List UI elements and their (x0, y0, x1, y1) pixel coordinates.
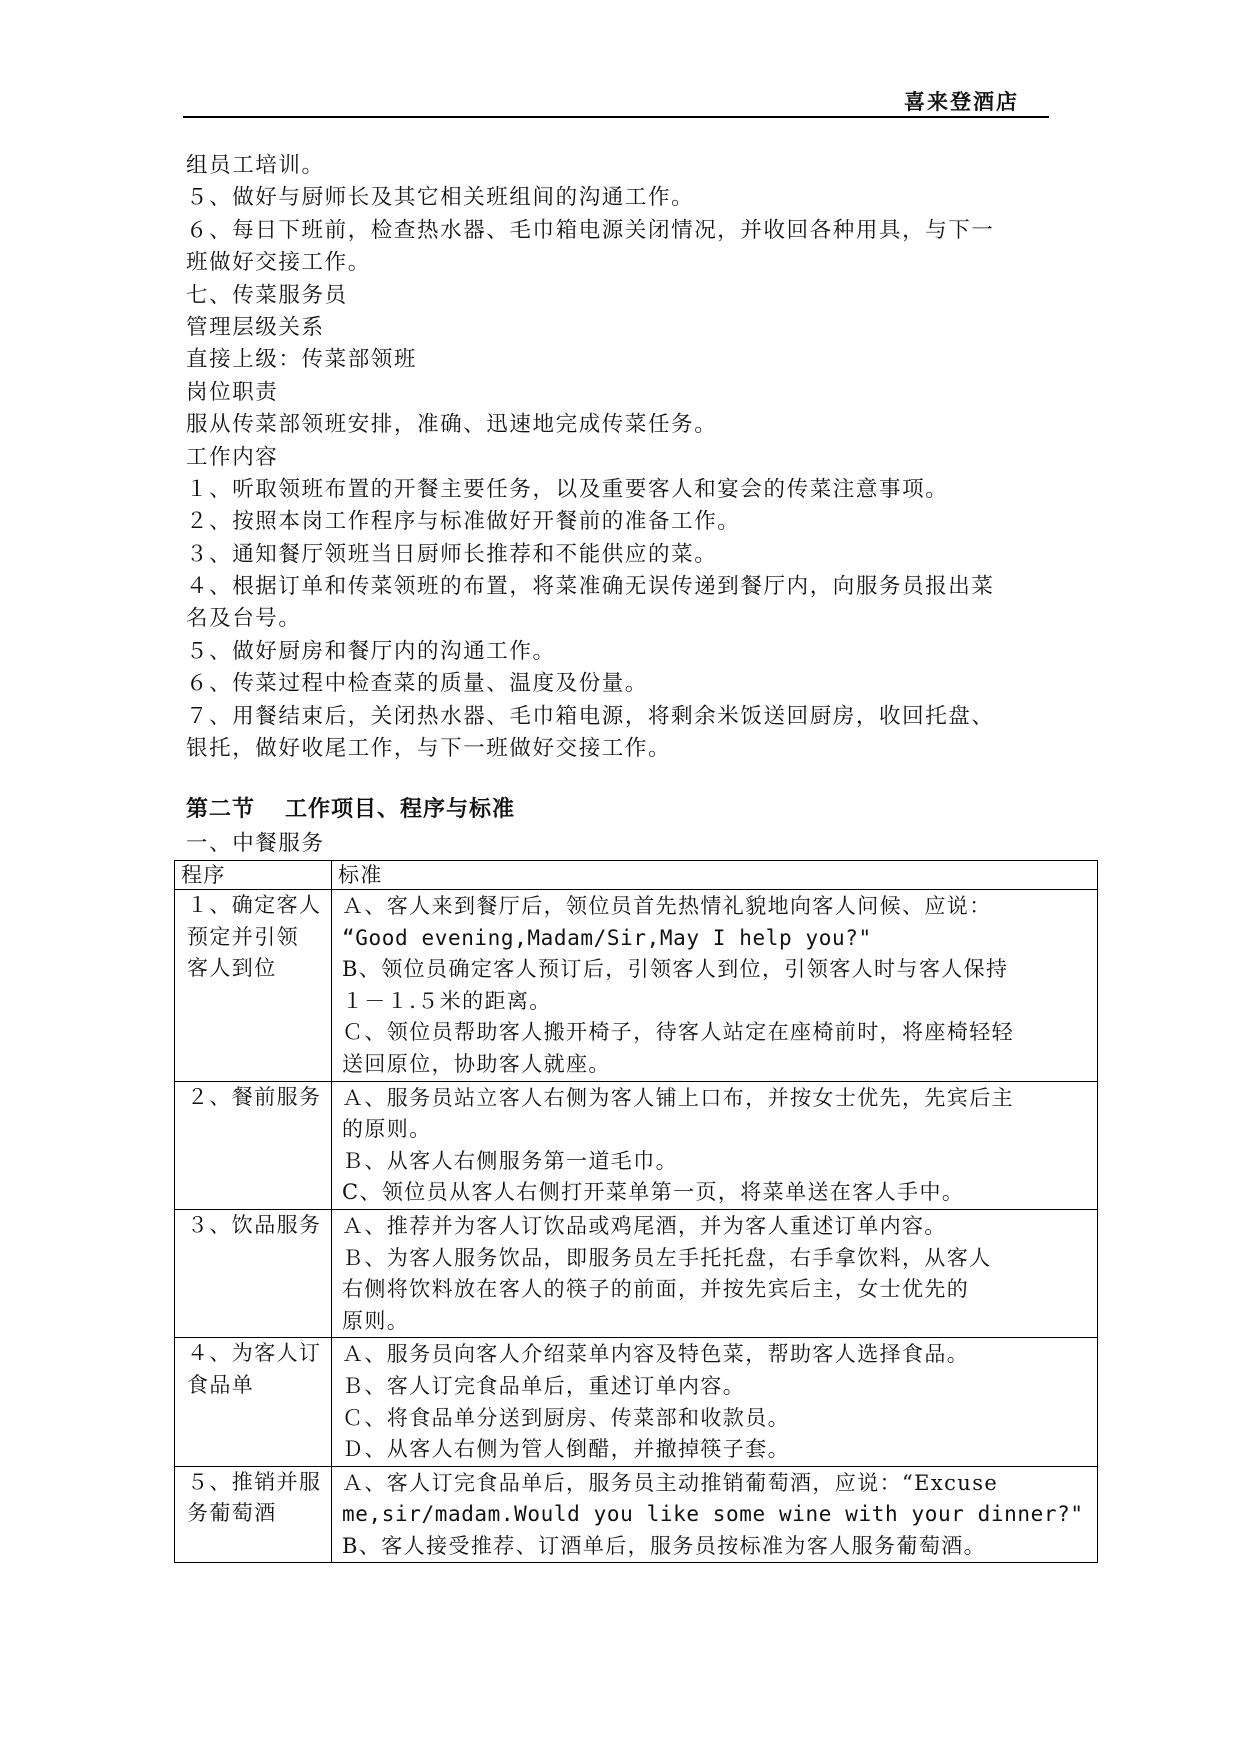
procedure-line: ５、推销并服 (187, 1469, 322, 1494)
procedure-line: ４、为客人订 (187, 1341, 322, 1366)
table-row (175, 1466, 1098, 1563)
table-row (175, 890, 1098, 1082)
body-line: 银托，做好收尾工作，与下一班做好交接工作。 (186, 736, 672, 762)
standard-line: Ａ、服务员向客人介绍菜单内容及特色菜，帮助客人选择食品。 (342, 1342, 970, 1367)
table-header-row (175, 861, 1098, 890)
standard-cell (332, 1338, 1098, 1466)
procedure-cell (175, 890, 332, 1082)
body-line: ６、每日下班前，检查热水器、毛巾箱电源关闭情况，并收回各种用具，与下一 (186, 217, 995, 243)
procedure-cell (175, 1209, 332, 1337)
table-row (175, 1209, 1098, 1337)
body-text (186, 150, 1046, 765)
standard-line: 的原则。 (342, 1117, 432, 1142)
section-number: 第二节 (186, 796, 256, 822)
body-line: ４、根据订单和传菜领班的布置，将菜准确无误传递到餐厅内，向服务员报出菜 (186, 574, 995, 600)
header-hotel-name: 喜来登酒店 (904, 89, 1019, 114)
standard-line: Ｄ、从客人右侧为管人倒醋，并撤掉筷子套。 (342, 1437, 790, 1462)
body-line: 七、传菜服务员 (186, 282, 348, 308)
standard-line: B、客人接受推荐、订酒单后，服务员按标准为客人服务葡萄酒。 (342, 1533, 987, 1558)
body-line: ５、做好厨房和餐厅内的沟通工作。 (186, 638, 556, 664)
standard-line: Ａ、客人订完食品单后，服务员主动推销葡萄酒，应说：“Excuse (342, 1470, 999, 1495)
procedure-line: ３、饮品服务 (187, 1212, 322, 1237)
procedure-cell (175, 1338, 332, 1466)
standard-line: Ｃ、将食品单分送到厨房、传菜部和收款员。 (342, 1405, 790, 1430)
procedure-line: 务葡萄酒 (187, 1501, 277, 1526)
body-line: 名及台号。 (186, 606, 302, 632)
body-line: ３、通知餐厅领班当日厨师长推荐和不能供应的菜。 (186, 541, 718, 567)
standard-line: Ｂ、为客人服务饮品，即服务员左手托托盘，右手拿饮料，从客人 (342, 1245, 992, 1270)
standard-line: “Good evening,Madam/Sir,May I help you?" (342, 925, 872, 950)
standard-line: B、领位员确定客人预订后，引领客人到位，引领客人时与客人保持 (342, 957, 1009, 982)
body-line: ２、按照本岗工作程序与标准做好开餐前的准备工作。 (186, 509, 741, 535)
procedure-line: 食品单 (187, 1372, 255, 1397)
standard-line: Ｂ、从客人右侧服务第一道毛巾。 (342, 1148, 678, 1173)
header-standard: 标准 (332, 861, 1098, 890)
service-standard-table (174, 860, 1098, 1563)
standard-line: Ａ、推荐并为客人订饮品或鸡尾酒，并为客人重述订单内容。 (342, 1213, 947, 1238)
standard-cell (332, 1081, 1098, 1209)
body-line: 班做好交接工作。 (186, 250, 371, 276)
header-procedure: 程序 (175, 861, 332, 890)
procedure-line: ２、餐前服务 (187, 1084, 322, 1109)
standard-line: 右侧将饮料放在客人的筷子的前面，并按先宾后主，女士优先的 (342, 1277, 970, 1302)
standard-line: 送回原位，协助客人就座。 (342, 1051, 611, 1076)
standard-line: 原则。 (342, 1308, 410, 1333)
procedure-cell (175, 1466, 332, 1563)
standard-line: me,sir/madam.Would you like some wine with your dinner?" (342, 1502, 1084, 1527)
section-title: 工作项目、程序与标准 (285, 796, 516, 822)
table-row (175, 1081, 1098, 1209)
body-line: 管理层级关系 (186, 314, 325, 340)
table-row (175, 1338, 1098, 1466)
procedure-line: 客人到位 (187, 956, 277, 981)
body-line: １、听取领班布置的开餐主要任务，以及重要客人和宴会的传菜注意事项。 (186, 476, 949, 502)
standard-cell (332, 1209, 1098, 1337)
body-line: 直接上级：传菜部领班 (186, 347, 418, 373)
body-line: ５、做好与厨师长及其它相关班组间的沟通工作。 (186, 185, 695, 211)
procedure-cell (175, 1081, 332, 1209)
standard-line: C、领位员从客人右侧打开菜单第一页，将菜单送在客人手中。 (342, 1180, 965, 1205)
body-line: 工作内容 (186, 444, 279, 470)
standard-line: Ａ、服务员站立客人右侧为客人铺上口布，并按女士优先，先宾后主 (342, 1085, 1014, 1110)
procedure-line: １、确定客人 (187, 893, 322, 917)
standard-line: １－１.５米的距离。 (342, 988, 552, 1013)
standard-cell (332, 1466, 1098, 1563)
body-line: ６、传菜过程中检查菜的质量、温度及份量。 (186, 671, 649, 697)
header-divider (183, 116, 1049, 118)
body-line: 组员工培训。 (186, 153, 325, 178)
standard-line: Ｃ、领位员帮助客人搬开椅子，待客人站定在座椅前时，将座椅轻轻 (342, 1020, 1014, 1045)
body-line: ７、用餐结束后，关闭热水器、毛巾箱电源，将剩余米饭送回厨房，收回托盘、 (186, 703, 995, 729)
body-line: 岗位职责 (186, 379, 279, 405)
standard-line: Ａ、客人来到餐厅后，领位员首先热情礼貌地向客人问候、应说： (342, 894, 992, 918)
standard-cell (332, 890, 1098, 1082)
table-body (175, 890, 1098, 1563)
section-heading (186, 792, 515, 823)
body-line: 服从传菜部领班安排，准确、迅速地完成传菜任务。 (186, 412, 718, 438)
standard-line: Ｂ、客人订完食品单后，重述订单内容。 (342, 1373, 746, 1398)
section-subtitle: 一、中餐服务 (186, 831, 325, 856)
procedure-line: 预定并引领 (187, 924, 299, 949)
